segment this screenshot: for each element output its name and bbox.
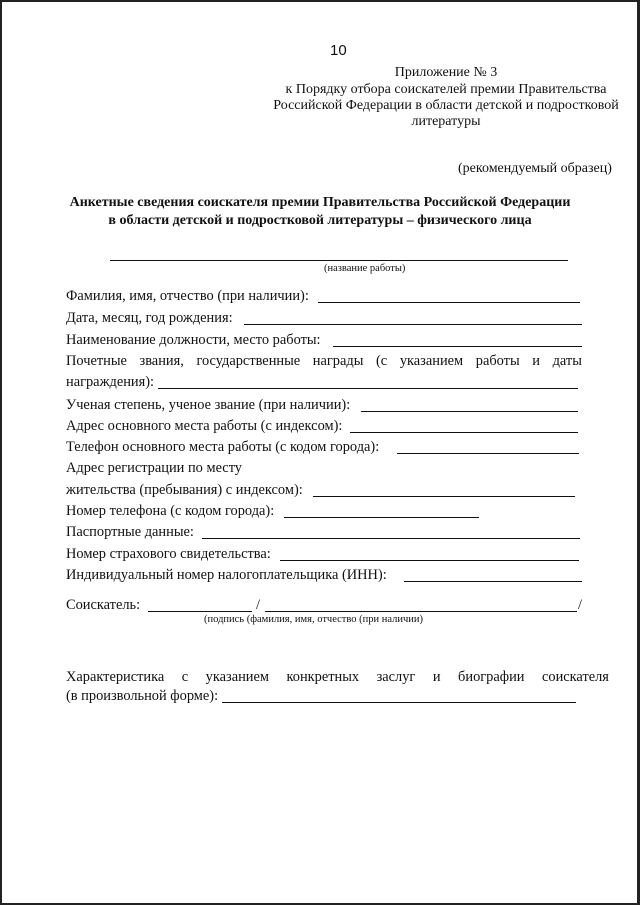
degree-label: Ученая степень, ученое звание (при наличии): bbox=[66, 397, 351, 413]
appendix-line-4: литературы bbox=[411, 114, 481, 129]
page-border-top bbox=[0, 0, 640, 2]
signature-caption: (подпись (фамилия, имя, отчество (при наличии) bbox=[204, 614, 423, 625]
work-address-field[interactable] bbox=[350, 432, 578, 433]
work-phone-label: Телефон основного места работы (с кодом города): bbox=[66, 439, 380, 455]
applicant-label: Соискатель: bbox=[66, 597, 141, 613]
position-label: Наименование должности, место работы: bbox=[66, 332, 321, 348]
passport-field[interactable] bbox=[202, 538, 580, 539]
birth-date-label: Дата, месяц, год рождения: bbox=[66, 310, 233, 326]
honors-label-line-2: награждения): bbox=[66, 374, 155, 390]
characteristic-label-line-1: Характеристика с указанием конкретных заслуг и биографии соискателя bbox=[66, 669, 609, 685]
form-title-line-2: в области детской и подростковой литературы – физического лица bbox=[108, 213, 532, 228]
page-border-left bbox=[0, 0, 2, 905]
honors-field[interactable] bbox=[158, 388, 578, 389]
fio-field[interactable] bbox=[318, 302, 580, 303]
inn-label: Индивидуальный номер налогоплательщика (ИНН): bbox=[66, 567, 387, 583]
signature-slash-right: / bbox=[578, 597, 582, 613]
characteristic-label-line-2: (в произвольной форме): bbox=[66, 688, 219, 704]
work-title-field[interactable] bbox=[110, 260, 568, 261]
appendix-line-2: к Порядку отбора соискателей премии Правительства bbox=[285, 82, 607, 97]
signature-name-field[interactable] bbox=[265, 611, 577, 612]
reg-address-label-line-2: жительства (пребывания) с индексом): bbox=[66, 482, 303, 498]
work-address-label: Адрес основного места работы (с индексом): bbox=[66, 418, 343, 434]
signature-field[interactable] bbox=[148, 611, 252, 612]
insurance-field[interactable] bbox=[280, 560, 579, 561]
fio-label: Фамилия, имя, отчество (при наличии): bbox=[66, 288, 309, 304]
birth-date-field[interactable] bbox=[244, 324, 582, 325]
position-field[interactable] bbox=[333, 346, 582, 347]
reg-address-label-line-1: Адрес регистрации по месту bbox=[66, 460, 242, 476]
appendix-line-1: Приложение № 3 bbox=[394, 65, 498, 80]
appendix-line-3: Российской Федерации в области детской и подростковой bbox=[273, 98, 619, 113]
page-number: 10 bbox=[330, 42, 347, 59]
degree-field[interactable] bbox=[361, 411, 578, 412]
phone-label: Номер телефона (с кодом города): bbox=[66, 503, 275, 519]
inn-field[interactable] bbox=[404, 581, 582, 582]
characteristic-field[interactable] bbox=[222, 702, 576, 703]
passport-label: Паспортные данные: bbox=[66, 524, 194, 540]
work-title-caption: (название работы) bbox=[324, 263, 406, 274]
reg-address-field[interactable] bbox=[313, 496, 575, 497]
sample-note: (рекомендуемый образец) bbox=[458, 161, 612, 176]
phone-field[interactable] bbox=[284, 517, 479, 518]
signature-slash-left: / bbox=[256, 597, 260, 613]
honors-label-line-1: Почетные звания, государственные награды (с указанием работы и даты bbox=[66, 353, 582, 369]
work-phone-field[interactable] bbox=[397, 453, 579, 454]
form-title-line-1: Анкетные сведения соискателя премии Правительства Российской Федерации bbox=[69, 195, 571, 210]
insurance-label: Номер страхового свидетельства: bbox=[66, 546, 271, 562]
